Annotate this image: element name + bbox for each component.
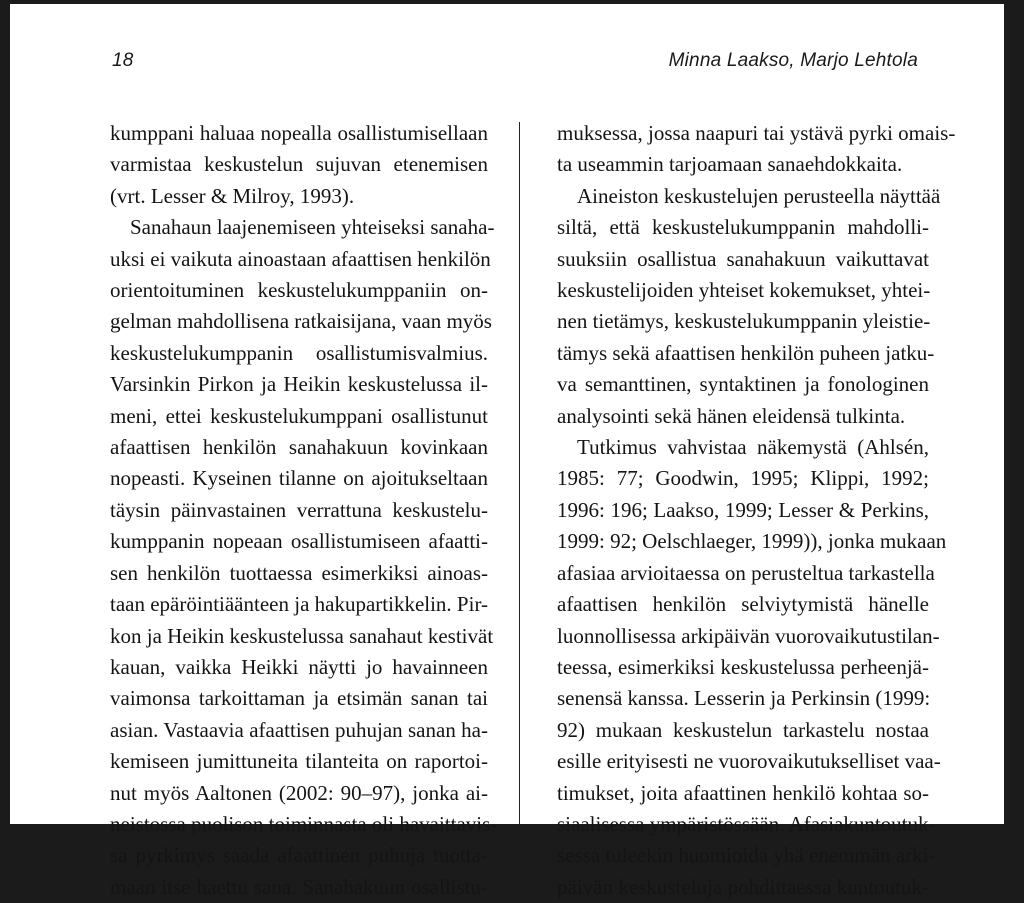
text-line: Varsinkin Pirkon ja Heikin keskustelussa il-	[110, 372, 488, 397]
text-line: suuksiin osallistua sanahakuun vaikuttavat	[557, 246, 929, 271]
text-line: gelman mahdollisena ratkaisijana, vaan myös	[110, 309, 492, 334]
text-line: täysin päinvastainen verrattuna keskustelu-	[110, 497, 488, 522]
text-line: 1996: 196; Laakso, 1999; Lesser & Perkins,	[557, 497, 929, 522]
text-line: tämys sekä afaattisen henkilön puheen jatku-	[557, 340, 935, 365]
text-line: keskustelukumppanin osallistumisvalmius.	[110, 340, 488, 365]
text-line: analysointi sekä hänen eleidensä tulkinta.	[557, 403, 906, 428]
text-line: maan itse haettu sana. Sanahakuun osallistu-	[110, 874, 488, 899]
text-line: varmistaa keskustelun sujuvan etenemisen	[110, 152, 488, 177]
text-line: sa pyrkimys saada afaattinen puhuja tuotta-	[110, 843, 488, 868]
column-divider	[519, 122, 520, 824]
text-line: (vrt. Lesser & Milroy, 1993).	[110, 183, 355, 208]
text-line: sen henkilön tuottaessa esimerkiksi ainoas-	[110, 560, 488, 585]
document-page	[10, 4, 1004, 899]
text-line: meni, ettei keskustelukumppani osallistunut	[110, 403, 488, 428]
text-line: afaattisen henkilön sanahakuun kovinkaan	[110, 435, 488, 460]
text-line: afasiaa arvioitaessa on perusteltua tarkastella	[557, 560, 935, 585]
text-line: taan epäröintiäänteen ja hakupartikkelin. Pir-	[110, 592, 489, 617]
text-line: uksi ei vaikuta ainoastaan afaattisen henkilön	[110, 246, 491, 271]
text-line: Tutkimus vahvistaa näkemystä (Ahlsén,	[577, 435, 929, 460]
text-line: keskustelijoiden yhteiset kokemukset, yhtei-	[557, 278, 931, 303]
text-line: sessa tuleekin huomioida yhä enemmän arki-	[557, 843, 936, 868]
text-line: 1985: 77; Goodwin, 1995; Klippi, 1992;	[557, 466, 929, 491]
text-line: teessa, esimerkiksi keskustelussa perheenjä-	[557, 654, 929, 679]
text-line: muksessa, jossa naapuri tai ystävä pyrki omais-	[557, 121, 956, 145]
text-line: siltä, että keskustelukumppanin mahdolli-	[557, 215, 929, 240]
text-line: timukset, joita afaattinen henkilö kohtaa so-	[557, 780, 929, 805]
text-line: luonnollisessa arkipäivän vuorovaikutustilan-	[557, 623, 940, 648]
text-line: afaattisen henkilön selviytymistä hänelle	[557, 592, 929, 617]
text-line: asian. Vastaavia afaattisen puhujan sanan ha-	[110, 717, 488, 742]
text-line: nut myös Aaltonen (2002: 90–97), jonka ai-	[110, 780, 488, 805]
text-line: 92) mukaan keskustelun tarkastelu nostaa	[557, 717, 929, 742]
text-line: siaalisessa ympäristössään. Afasiakuntoutuk-	[557, 811, 936, 836]
text-line: Aineiston keskustelujen perusteella näyttää	[577, 183, 941, 208]
text-line: kumppani haluaa nopealla osallistumisellaan	[110, 121, 488, 145]
text-line: kumppanin nopeaan osallistumiseen afaatti-	[110, 529, 488, 554]
text-line: ta useammin tarjoamaan sanaehdokkaita.	[557, 152, 903, 177]
text-line: esille erityisesti ne vuorovaikutukselliset vaa-	[557, 749, 941, 774]
text-line: kon ja Heikin keskustelussa sanahaut kestivät	[110, 623, 494, 648]
text-line: nen tietämys, keskustelukumppanin yleistie-	[557, 309, 931, 334]
page-number: 18	[112, 50, 134, 71]
left-text-column	[110, 118, 498, 903]
text-line: nopeasti. Kyseinen tilanne on ajoitukseltaan	[110, 466, 488, 491]
text-line: kauan, vaikka Heikki näytti jo havainneen	[110, 654, 488, 679]
text-line: kemiseen jumittuneita tilanteita on raportoi-	[110, 749, 488, 774]
running-head-authors: Minna Laakso, Marjo Lehtola	[668, 50, 918, 71]
text-line: va semanttinen, syntaktinen ja fonologinen	[557, 372, 929, 397]
text-line: vaimonsa tarkoittaman ja etsimän sanan tai	[110, 686, 488, 711]
text-line: neistossa puolison toiminnasta oli havaittavis-	[110, 811, 498, 836]
text-line: 1999: 92; Oelschlaeger, 1999)), jonka mukaan	[557, 529, 947, 554]
text-line: orientoituminen keskustelukumppaniin on-	[110, 278, 488, 303]
right-text-column	[557, 118, 956, 903]
text-line: Sanahaun laajenemiseen yhteiseksi sanaha-	[130, 215, 495, 240]
text-line: senensä kanssa. Lesserin ja Perkinsin (1999:	[557, 686, 931, 711]
text-line: päivän keskusteluja pohdittaessa kuntoutuk-	[557, 874, 929, 899]
